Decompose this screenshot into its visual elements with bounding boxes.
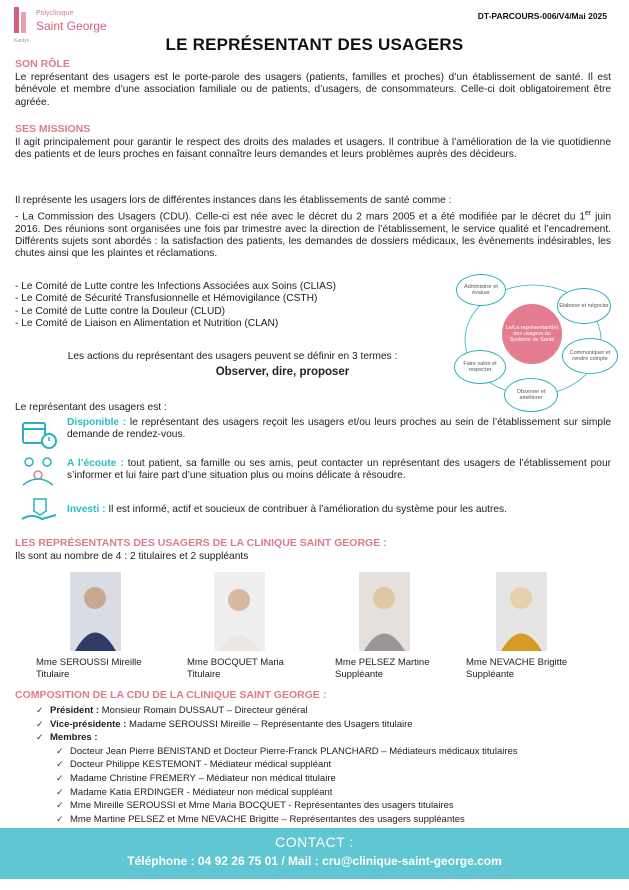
cdu-description: - La Commission des Usagers (CDU). Celle-ci est née avec le décret du 2 mars 2005 et a été modifiée par le décret du 1er juin 2016. Des réunions sont organisées une fois par trimestre avec la direction de l’établissement, le service qualité et l’encadrement. Différents sujets sont abordés : la satisfaction des patients, les demandes de dossiers médicaux, les évènements indésirables, les chutes ainsi que les plaintes et réclamations. (15, 210, 611, 260)
quality-listening: A l’écoute : tout patient, sa famille ou ses amis, peut contacter un représentant des usagers de l’établissement pour s’informer et lui faire part d’une situation plus ou moins délicate à résoudre. (67, 458, 611, 482)
check-icon: ✓ (56, 772, 64, 783)
logo-small-text: Polyclinique (36, 10, 74, 17)
check-icon: ✓ (36, 732, 44, 743)
committee-item: - Le Comité de Liaison en Alimentation et Nutrition (CLAN) (15, 317, 279, 329)
rep-photo-nevache (496, 572, 547, 651)
cdu-member: ✓ Docteur Philippe KESTEMONT - Médiateur médical suppléant (56, 759, 332, 771)
missions-text: Il agit principalement pour garantir le respect des droits des malades et usagers. Il contribue à l’amélioration de la vie quotidienne des patients et de leurs proches en faisant connaître leurs demandes et leurs problèmes auprès des décideurs. (15, 137, 611, 161)
cdu-member: ✓ Docteur Jean Pierre BENISTAND et Docteur Pierre-Franck PLANCHARD – Médiateurs médicaux titulaires (56, 745, 518, 757)
cdu-members-label: ✓ Membres : (36, 732, 98, 744)
cdu-member: ✓ Mme Martine PELSEZ et Mme NEVACHE Brigitte – Représentantes des usagers suppléantes (56, 813, 465, 825)
diagram-node: Elaborer et négocier (557, 288, 611, 324)
rep-caption: Mme PELSEZ Martine Suppléante (335, 657, 430, 680)
diagram-node: Administrer et évaluer (456, 274, 506, 306)
cdu-member: ✓ Madame Christine FREMERY – Médiateur non médical titulaire (56, 772, 336, 784)
reps-count: Ils sont au nombre de 4 : 2 titulaires et 2 suppléants (15, 551, 249, 562)
committee-item: - Le Comité de Lutte contre la Douleur (CLUD) (15, 305, 226, 317)
diagram-center: Le/La représentant(e) des usagers du Système de Santé (502, 304, 562, 364)
check-icon: ✓ (56, 759, 64, 770)
person-silhouette-icon (496, 572, 547, 651)
diagram-node: Communiquer et rendre compte (562, 338, 618, 374)
actions-terms: Observer, dire, proposer (215, 366, 350, 378)
person-silhouette-icon (70, 572, 121, 651)
check-icon: ✓ (56, 786, 64, 797)
rep-caption: Mme NEVACHE Brigitte Suppléante (466, 657, 568, 680)
contact-email[interactable]: cru@clinique-saint-george.com (322, 854, 502, 868)
person-silhouette-icon (214, 572, 265, 651)
cdu-heading: COMPOSITION DE LA CDU DE LA CLINIQUE SAINT GEORGE : (15, 689, 327, 701)
instances-intro: Il représente les usagers lors de différentes instances dans les établissements de santé comme : (15, 195, 452, 206)
usager-role-diagram (452, 274, 618, 412)
check-icon: ✓ (36, 705, 44, 715)
calendar-icon (20, 418, 60, 450)
cdu-list (36, 704, 518, 826)
cdu-president: ✓ Président : Monsieur Romain DUSSAUT – Directeur général (36, 705, 308, 716)
quality-invested: Investi : Il est informé, actif et soucieux de contribuer à l’amélioration du système pour les autres. (67, 504, 507, 515)
check-icon: ✓ (56, 745, 64, 756)
qualities-intro: Le représentant des usagers est : (15, 402, 167, 413)
cdu-vice-president: ✓ Vice-présidente : Madame SEROUSSI Mireille – Représentante des Usagers titulaire (36, 718, 413, 730)
diagram-node: Observer et améliorer (504, 378, 558, 412)
rep-caption: Mme SEROUSSI Mireille Titulaire (36, 657, 142, 680)
committee-item: - Le Comité de Sécurité Transfusionnelle et Hémovigilance (CSTH) (15, 293, 318, 305)
rep-photo-pelsez (359, 572, 410, 651)
person-silhouette-icon (359, 572, 410, 651)
check-icon: ✓ (56, 800, 64, 811)
quality-available: Disponible : le représentant des usagers reçoit les usagers et/ou leurs proches au sein de l’établissement sur simple demande de rendez-vous. (67, 417, 611, 441)
role-text: Le représentant des usagers est le porte-parole des usagers (patients, familles et proches) d’un établissement de santé. Il est bénévole et membre d’une association familiale ou de patients, d’usagers, de consommateurs. Celle-ci doit obligatoirement être agréée. (15, 72, 611, 108)
check-icon: ✓ (56, 813, 64, 824)
check-icon: ✓ (36, 718, 44, 729)
committee-list (15, 281, 336, 330)
logo-brand-text: Saint George (36, 19, 107, 33)
logo-mark-icon (12, 4, 32, 38)
listening-people-icon (19, 453, 59, 487)
document-reference: DT-PARCOURS-006/V4/Mai 2025 (477, 11, 607, 21)
page-title: LE REPRÉSENTANT DES USAGERS (165, 35, 464, 54)
missions-heading: SES MISSIONS (15, 123, 91, 135)
actions-intro: Les actions du représentant des usagers peuvent se définir en 3 termes : (67, 351, 398, 362)
reps-heading: LES REPRÉSENTANTS DES USAGERS DE LA CLINIQUE SAINT GEORGE : (15, 537, 387, 549)
rep-photo-bocquet (214, 572, 265, 651)
committee-item: - Le Comité de Lutte contre les Infections Associées aux Soins (CLIAS) (15, 281, 337, 292)
cdu-member: ✓ Madame Katia ERDINGER - Médiateur non médical suppléant (56, 786, 333, 798)
role-heading: SON RÔLE (15, 58, 70, 70)
contact-title: CONTACT : (275, 834, 354, 850)
logo-group-text: Kantys (14, 38, 30, 44)
helping-hand-icon (20, 495, 60, 527)
contact-line: Téléphone : 04 92 26 75 01 / Mail : cru@clinique-saint-george.com (127, 854, 502, 868)
cdu-member: ✓ Mme Mireille SEROUSSI et Mme Maria BOCQUET - Représentantes des usagers titulaires (56, 800, 454, 812)
diagram-node: Faire valoir et respecter (454, 350, 506, 384)
contact-footer (0, 828, 629, 879)
contact-phone[interactable]: 04 92 26 75 01 (197, 854, 278, 868)
rep-caption: Mme BOCQUET Maria Titulaire (187, 657, 284, 680)
rep-photo-seroussi (70, 572, 121, 651)
